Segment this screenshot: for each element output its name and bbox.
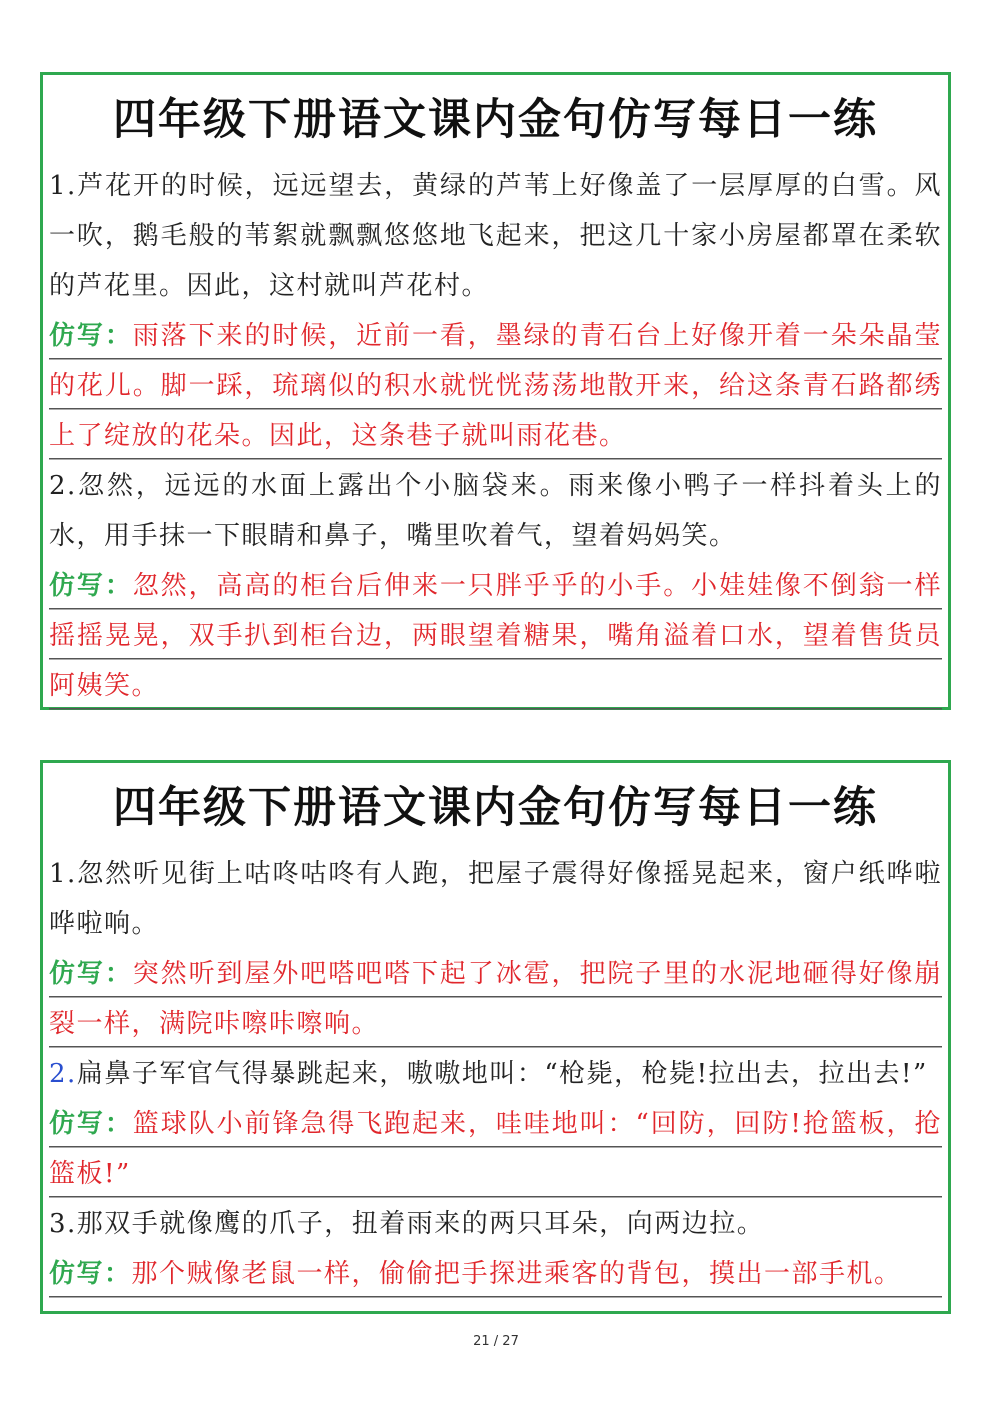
original-sentence-1: 1.芦花开的时候，远远望去，黄绿的芦苇上好像盖了一层厚厚的白雪。风一吹，鹅毛般的苇絮就飘飘悠悠地飞起来，把这几十家小房屋都罩在柔软的芦花里。因此，这村就叫芦花村。 <box>49 171 942 301</box>
page-number: 21 / 27 <box>473 1334 519 1349</box>
imitation-label: 仿写： <box>49 1109 133 1139</box>
imitation-sentence-3 <box>49 1249 942 1299</box>
imitation-text: 篮球队小前锋急得飞跑起来，哇哇地叫：“回防，回防!抢篮板，抢篮板!” <box>49 1109 942 1189</box>
imitation-label: 仿写： <box>49 571 133 601</box>
imitation-label: 仿写： <box>49 1259 132 1289</box>
sentence-text: 扁鼻子军官气得暴跳起来，嗷嗷地叫：“枪毙，枪毙!拉出去，拉出去!” <box>76 1059 928 1089</box>
imitation-text: 突然听到屋外吧嗒吧嗒下起了冰雹，把院子里的水泥地砸得好像崩裂一样，满院咔嚓咔嚓响。 <box>49 959 942 1039</box>
original-sentence-2: 2.忽然，远远的水面上露出个小脑袋来。雨来像小鸭子一样抖着头上的水，用手抹一下眼睛和鼻子，嘴里吹着气，望着妈妈笑。 <box>49 471 942 551</box>
original-sentence-3: 3.那双手就像鹰的爪子，扭着雨来的两只耳朵，向两边拉。 <box>49 1209 765 1239</box>
exercise-card-1 <box>40 72 951 710</box>
imitation-sentence-2 <box>49 1099 942 1199</box>
imitation-sentence-1 <box>49 311 942 461</box>
sentence-number: 2. <box>49 1059 77 1089</box>
imitation-label: 仿写： <box>49 321 133 351</box>
original-sentence-1: 1.忽然听见街上咕咚咕咚有人跑，把屋子震得好像摇晃起来，窗户纸哗啦哗啦响。 <box>49 859 942 939</box>
original-sentence-2 <box>49 1049 942 1099</box>
imitation-sentence-2 <box>49 561 942 711</box>
imitation-sentence-1 <box>49 949 942 1049</box>
exercise-card-2 <box>40 760 951 1314</box>
imitation-label: 仿写： <box>49 959 133 989</box>
card-title: 四年级下册语文课内金句仿写每日一练 <box>113 95 878 145</box>
card-title: 四年级下册语文课内金句仿写每日一练 <box>113 783 878 833</box>
imitation-text: 雨落下来的时候，近前一看，墨绿的青石台上好像开着一朵朵晶莹的花儿。脚一踩，琉璃似的积水就恍恍荡荡地散开来，给这条青石路都绣上了绽放的花朵。因此，这条巷子就叫雨花巷。 <box>49 321 942 451</box>
imitation-text: 忽然，高高的柜台后伸来一只胖乎乎的小手。小娃娃像不倒翁一样摇摇晃晃，双手扒到柜台边，两眼望着糖果，嘴角溢着口水，望着售货员阿姨笑。 <box>49 571 942 701</box>
imitation-text: 那个贼像老鼠一样，偷偷把手探进乘客的背包，摸出一部手机。 <box>131 1259 902 1289</box>
